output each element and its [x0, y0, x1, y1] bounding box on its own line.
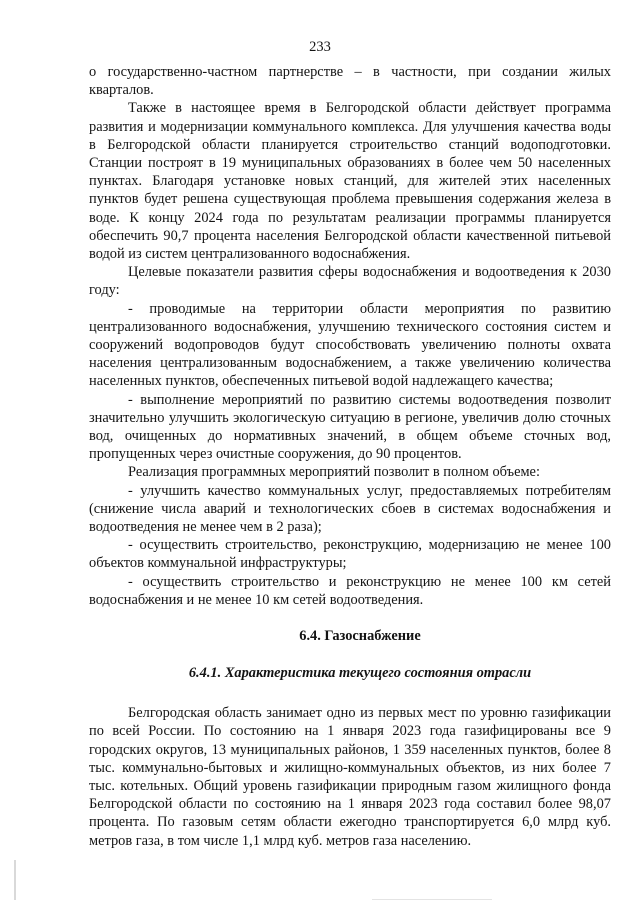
list-item: - улучшить качество коммунальных услуг, предоставляемых потребителям (снижение числа аварий и технологических сбоев в системах водоснабжения и водоотведения не менее чем в 2 раза); [89, 482, 611, 536]
list-item: - осуществить строительство и реконструкцию не менее 100 км сетей водоснабжения и не менее 10 км сетей водоотведения. [89, 573, 611, 608]
scan-edge-line [14, 860, 16, 900]
document-body [89, 63, 611, 850]
paragraph: Целевые показатели развития сферы водоснабжения и водоотведения к 2030 году: [89, 264, 611, 299]
section-heading: 6.4. Газоснабжение [299, 628, 421, 645]
paragraph: Белгородская область занимает одно из первых мест по уровню газификации по всей России. По состоянию на 1 января 2023 года газифицированы все 9 городских округов, 13 муниципальных районов, 1 359 населенных пунктов, более 8 тыс. коммунально-бытовых и жилищно-коммунальных объектов, из них более 7 тыс. котельных. Общий уровень газификации природным газом жилищного фонда Белгородской области по состоянию на 1 января 2023 года составил более 98,07 процента. По газовым сетям области ежегодно транспортируется 6,0 млрд куб. метров газа, в том числе 1,1 млрд куб. метров газа населению. [89, 705, 611, 849]
subsection-heading: 6.4.1. Характеристика текущего состояния отрасли [188, 665, 532, 682]
list-item: - выполнение мероприятий по развитию системы водоотведения позволит значительно улучшить экологическую ситуацию в регионе, увеличив долю сточных вод, очищенных до нормативных значений, в общем объеме сточных вод, пропущенных через очистные сооружения, до 90 процентов. [89, 391, 611, 463]
paragraph: Также в настоящее время в Белгородской области действует программа развития и модернизации коммунального комплекса. Для улучшения качества воды в Белгородской области планируется строительство станций водоподготовки. Станции построят в 19 муниципальных образованиях в более чем 50 населенных пунктах. Благодаря установке новых станций, для жителей этих населенных пунктов будет решена существующая проблема превышения содержания железа в воде. К концу 2024 года по результатам реализации программы планируется обеспечить 90,7 процента населения Белгородской области качественной питьевой водой из систем централизованного водоснабжения. [89, 100, 611, 263]
scan-bottom-line [372, 899, 492, 900]
list-item: - осуществить строительство, реконструкцию, модернизацию не менее 100 объектов коммунальной инфраструктуры; [89, 537, 611, 572]
list-item: - проводимые на территории области мероприятия по развитию централизованного водоснабжения, улучшению технического состояния систем и сооружений водопроводов будут способствовать увеличению полноты охвата населения централизованным водоснабжением, а также увеличению количества населенных пунктов, обеспеченных питьевой водой надлежащего качества; [89, 300, 611, 390]
paragraph: о государственно-частном партнерстве – в частности, при создании жилых кварталов. [89, 64, 611, 99]
paragraph: Реализация программных мероприятий позволит в полном объеме: [128, 464, 540, 481]
page-number: 233 [309, 39, 331, 55]
